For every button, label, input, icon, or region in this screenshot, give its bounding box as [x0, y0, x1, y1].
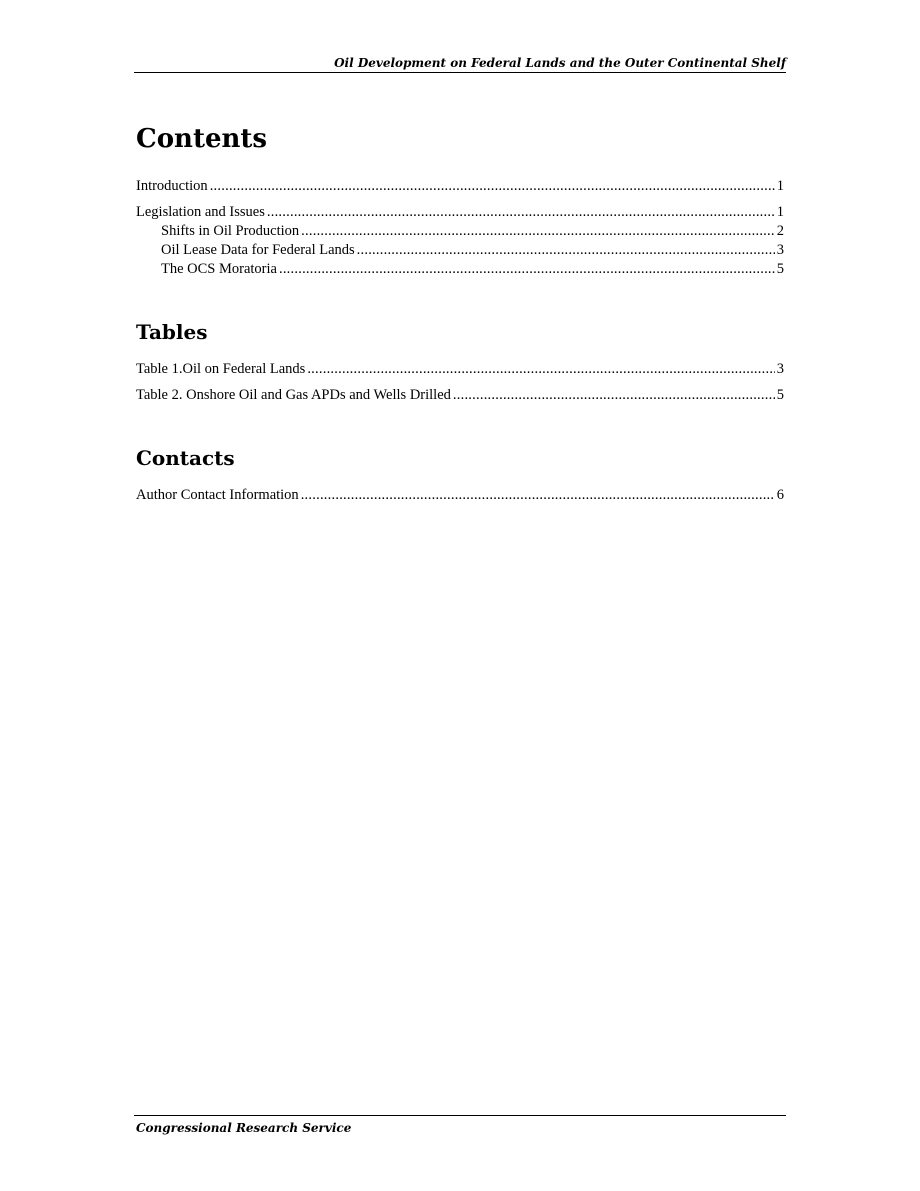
contacts-list — [136, 486, 784, 505]
toc-entry-label: Introduction — [136, 178, 208, 194]
header-rule — [134, 72, 786, 73]
contents-heading: Contents — [136, 124, 268, 154]
dot-leader — [210, 177, 775, 196]
toc-entry-label: Table 2. Onshore Oil and Gas APDs and Wells Drilled — [136, 387, 451, 403]
toc-entry-page: 6 — [776, 487, 784, 503]
toc-entry-table-2[interactable] — [136, 386, 784, 405]
toc-entry-label: Table 1.Oil on Federal Lands — [136, 361, 306, 377]
dot-leader — [301, 486, 775, 505]
contents-list — [136, 177, 784, 279]
toc-entry-page: 1 — [776, 204, 784, 220]
toc-entry-introduction[interactable] — [136, 177, 784, 196]
toc-entry-page: 2 — [776, 223, 784, 239]
toc-entry-label: Legislation and Issues — [136, 204, 265, 220]
toc-entry-ocs-moratoria[interactable] — [136, 260, 784, 279]
dot-leader — [301, 222, 775, 241]
toc-entry-label: Oil Lease Data for Federal Lands — [161, 242, 355, 258]
dot-leader — [357, 241, 775, 260]
toc-entry-label: Author Contact Information — [136, 487, 299, 503]
toc-entry-page: 3 — [776, 242, 784, 258]
toc-entry-page: 5 — [776, 387, 784, 403]
toc-entry-page: 3 — [776, 361, 784, 377]
footer-rule — [134, 1115, 786, 1116]
toc-entry-shifts-in-oil-production[interactable] — [136, 222, 784, 241]
contacts-heading: Contacts — [136, 446, 235, 470]
toc-entry-table-1[interactable] — [136, 360, 784, 379]
toc-entry-legislation-and-issues[interactable] — [136, 203, 784, 222]
toc-entry-oil-lease-data[interactable] — [136, 241, 784, 260]
tables-list — [136, 360, 784, 405]
toc-entry-page: 1 — [776, 178, 784, 194]
tables-heading: Tables — [136, 320, 208, 344]
toc-entry-page: 5 — [776, 261, 784, 277]
running-footer: Congressional Research Service — [136, 1121, 352, 1135]
dot-leader — [453, 386, 775, 405]
dot-leader — [267, 203, 775, 222]
toc-entry-author-contact[interactable] — [136, 486, 784, 505]
toc-entry-label: The OCS Moratoria — [161, 261, 277, 277]
dot-leader — [307, 360, 774, 379]
dot-leader — [279, 260, 775, 279]
toc-entry-label: Shifts in Oil Production — [161, 223, 300, 239]
running-header: Oil Development on Federal Lands and the Outer Continental Shelf — [334, 56, 786, 70]
